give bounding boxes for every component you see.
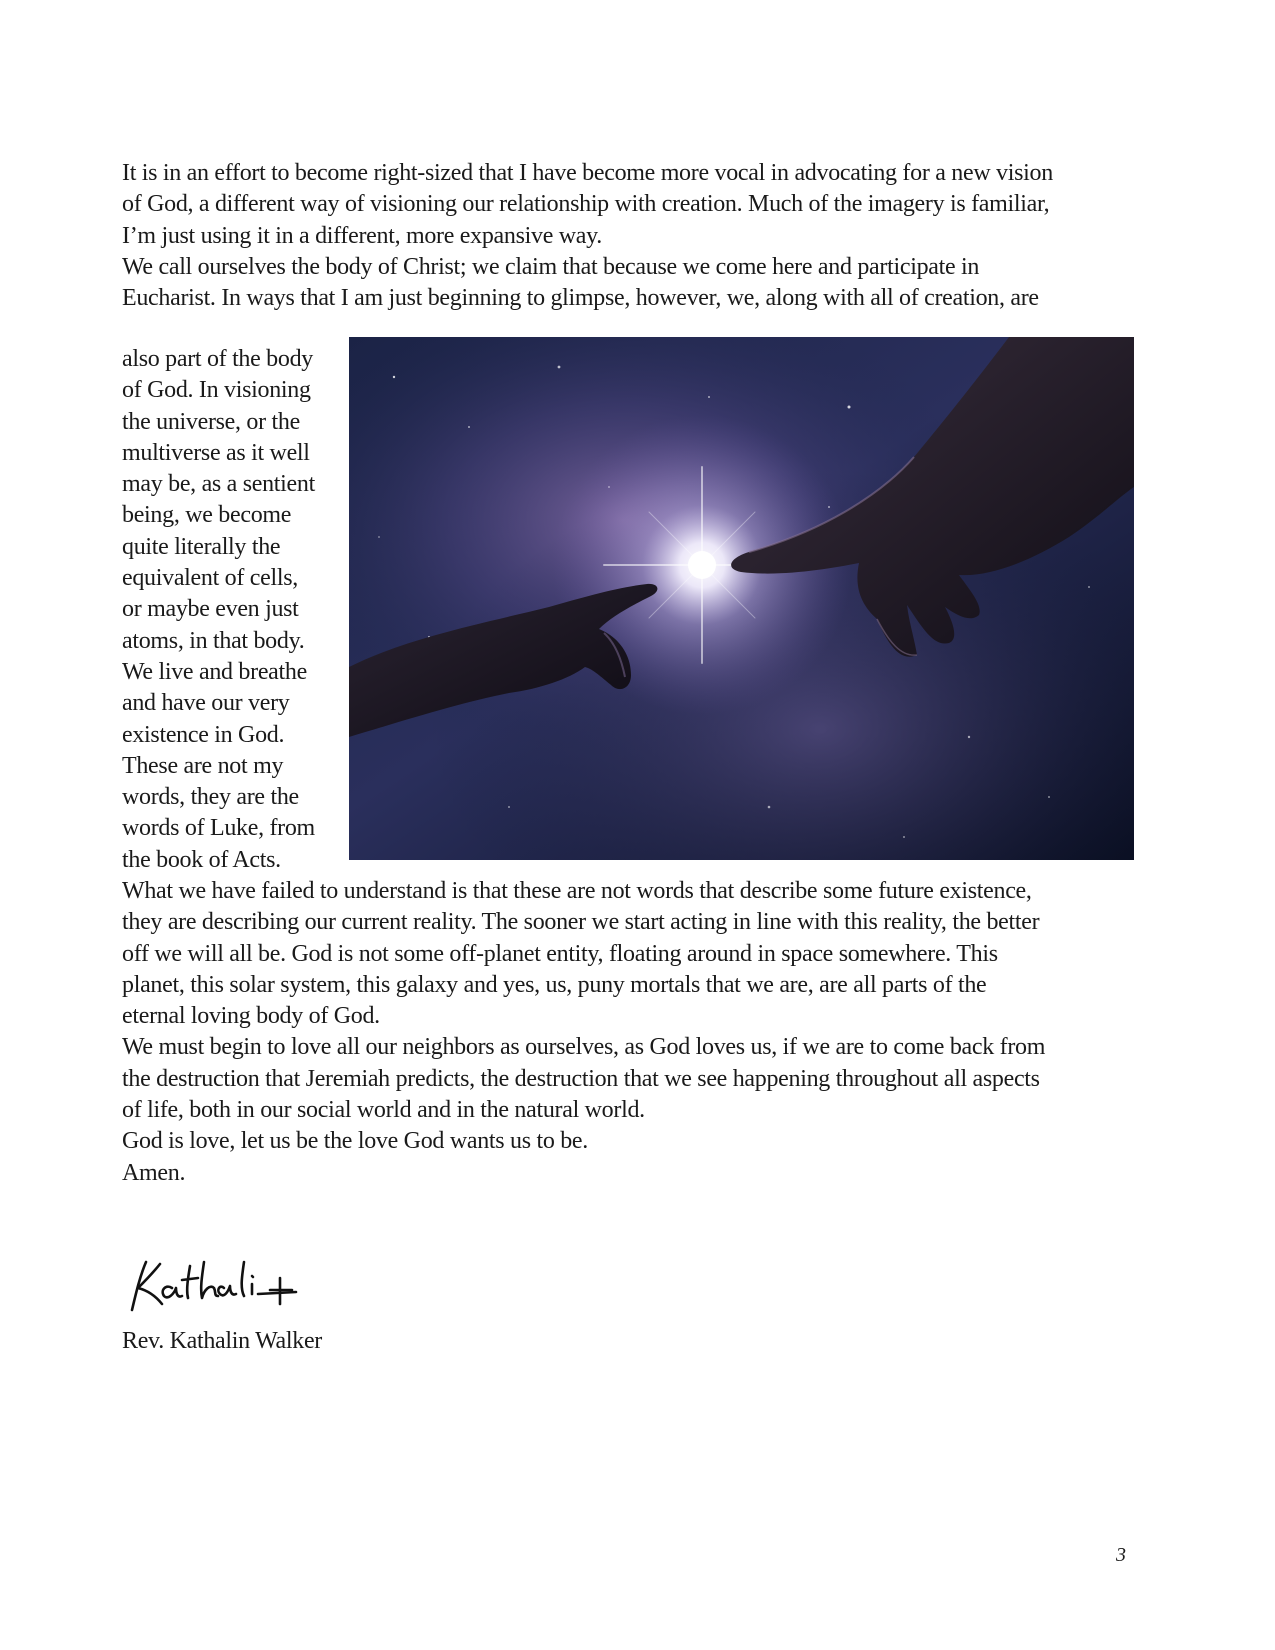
intro-paragraphs: [122, 158, 1132, 314]
text-line: What we have failed to understand is that these are not words that describe some future existence,: [122, 878, 1032, 904]
text-line: may be, as a sentient: [122, 471, 315, 498]
text-line: being, we become: [122, 502, 292, 529]
text-line: they are describing our current reality. The sooner we start acting in line with this reality, the better: [122, 909, 1040, 936]
text-line: Amen.: [122, 1159, 186, 1186]
text-line: We call ourselves the body of Christ; we claim that because we come here and participate in: [122, 253, 980, 280]
text-line: or maybe even just: [122, 596, 299, 623]
text-line: Eucharist. In ways that I am just beginning to glimpse, however, we, along with all of creation, are: [122, 285, 1039, 312]
text-line: words of Luke, from: [122, 815, 315, 842]
text-line: These are not my: [122, 752, 284, 779]
author-name: Rev. Kathalin Walker: [122, 1328, 323, 1354]
text-line: the universe, or the: [122, 408, 300, 435]
handwritten-signature: [120, 1248, 310, 1318]
image-wrapped-text: [122, 344, 332, 876]
text-line: of God, a different way of visioning our relationship with creation. Much of the imagery is familiar,: [122, 191, 1050, 218]
text-line: atoms, in that body.: [122, 627, 305, 654]
hands-in-space-image: [349, 337, 1134, 860]
text-line: It is in an effort to become right-sized that I have become more vocal in advocating for a new vision: [122, 160, 1053, 186]
text-line: and have our very: [122, 690, 290, 717]
text-line: of life, both in our social world and in the natural world.: [122, 1097, 645, 1124]
text-line: eternal loving body of God.: [122, 1003, 380, 1030]
text-line: God is love, let us be the love God wants us to be.: [122, 1128, 588, 1155]
text-line: We live and breathe: [122, 658, 307, 685]
text-line: We must begin to love all our neighbors as ourselves, as God loves us, if we are to come back from: [122, 1034, 1046, 1061]
closing-paragraphs: [122, 876, 1132, 1189]
text-line: planet, this solar system, this galaxy and yes, us, puny mortals that we are, are all parts of the: [122, 971, 987, 998]
text-line: off we will all be. God is not some off-planet entity, floating around in space somewhere. This: [122, 940, 998, 967]
text-line: I’m just using it in a different, more expansive way.: [122, 222, 602, 249]
text-line: of God. In visioning: [122, 377, 311, 404]
text-line: equivalent of cells,: [122, 565, 298, 592]
text-line: also part of the body: [122, 346, 313, 372]
text-line: existence in God.: [122, 721, 285, 748]
text-line: words, they are the: [122, 784, 299, 811]
text-line: quite literally the: [122, 533, 281, 560]
text-line: the book of Acts.: [122, 846, 281, 873]
text-line: multiverse as it well: [122, 439, 310, 466]
text-line: the destruction that Jeremiah predicts, the destruction that we see happening throughout all aspects: [122, 1065, 1040, 1092]
page-number: 3: [1116, 1544, 1126, 1566]
